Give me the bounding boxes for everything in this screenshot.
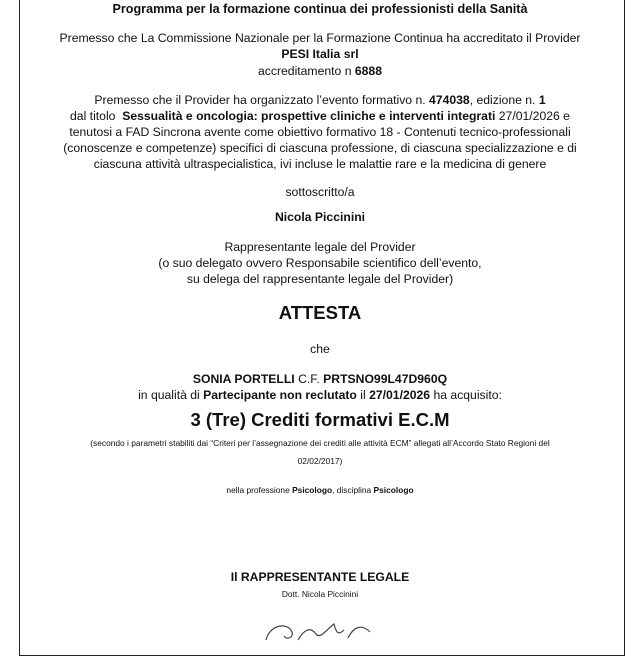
participant-quality-line: in qualità di Partecipante non reclutato il 27/01/2026 ha acquisito: (138, 388, 502, 402)
attesta-heading: ATTESTA (278, 302, 362, 323)
premise-accreditation-line: Premesso che La Commissione Nazionale per la Formazione Continua ha accreditato il Provider (59, 31, 581, 45)
accreditation-line: accreditamento n 6888 (257, 64, 382, 78)
profession-line: nella professione Psicologo, disciplina Psicologo (226, 485, 414, 495)
signatory-role-3: su delega del rappresentante legale del Provider) (186, 272, 454, 286)
che-text: che (310, 342, 330, 356)
footer-heading: Il RAPPRESENTANTE LEGALE (230, 570, 410, 584)
signatory-label: sottoscritto/a (285, 185, 355, 199)
fiscal-code: PRTSNO99L47D960Q (323, 372, 448, 386)
participant-name: SONIA PORTELLI (192, 372, 295, 386)
footer-name: Dott. Nicola Piccinini (281, 589, 359, 599)
signature-image (258, 618, 378, 642)
accreditation-number: 6888 (354, 64, 382, 78)
event-line-4: (conoscenze e competenze) specifici di ciascuna professione, di ciascuna specializzazione e di (63, 141, 577, 155)
discipline-name: Psicologo (373, 485, 414, 495)
signatory-role-1: Rappresentante legale del Provider (224, 240, 416, 254)
provider-name: PESI Italia srl (281, 47, 359, 61)
event-number: 474038 (429, 93, 470, 107)
credits-note-1: (secondo i parametri stabiliti dai “Criteri per l’assegnazione dei crediti alle attività ECM” allegati all’Accordo Stato Regioni del (90, 438, 550, 448)
event-title: Sessualità e oncologia: prospettive cliniche e interventi integrati (122, 109, 496, 123)
signatory-role-2: (o suo delegato ovvero Responsabile scientifico dell’evento, (158, 256, 482, 270)
participant-line: SONIA PORTELLI C.F. PRTSNO99L47D960Q (192, 372, 448, 386)
event-date: 27/01/2026 (369, 388, 431, 402)
signatory-name: Nicola Piccinini (274, 210, 366, 224)
event-line-2: dal titolo Sessualità e oncologia: prospettive cliniche e interventi integrati 27/01/2026 e (70, 109, 570, 123)
profession-name: Psicologo (292, 485, 333, 495)
edition-number: 1 (538, 93, 546, 107)
credits-title: 3 (Tre) Crediti formativi E.C.M (190, 409, 450, 430)
event-line-1: Premesso che il Provider ha organizzato l’evento formativo n. 474038, edizione n. 1 (94, 93, 546, 107)
participant-quality: Partecipante non reclutato (203, 388, 357, 402)
credits-note-2: 02/02/2017) (297, 456, 343, 466)
event-line-5: ciascuna attività ultraspecialistica, ivi incluse le malattie rare e la medicina di genere (93, 157, 547, 171)
program-title: Programma per la formazione continua dei professionisti della Sanità (112, 2, 528, 16)
event-line-3: tenutosi a FAD Sincrona avente come obiettivo formativo 18 - Contenuti tecnico-professionali (69, 125, 571, 139)
